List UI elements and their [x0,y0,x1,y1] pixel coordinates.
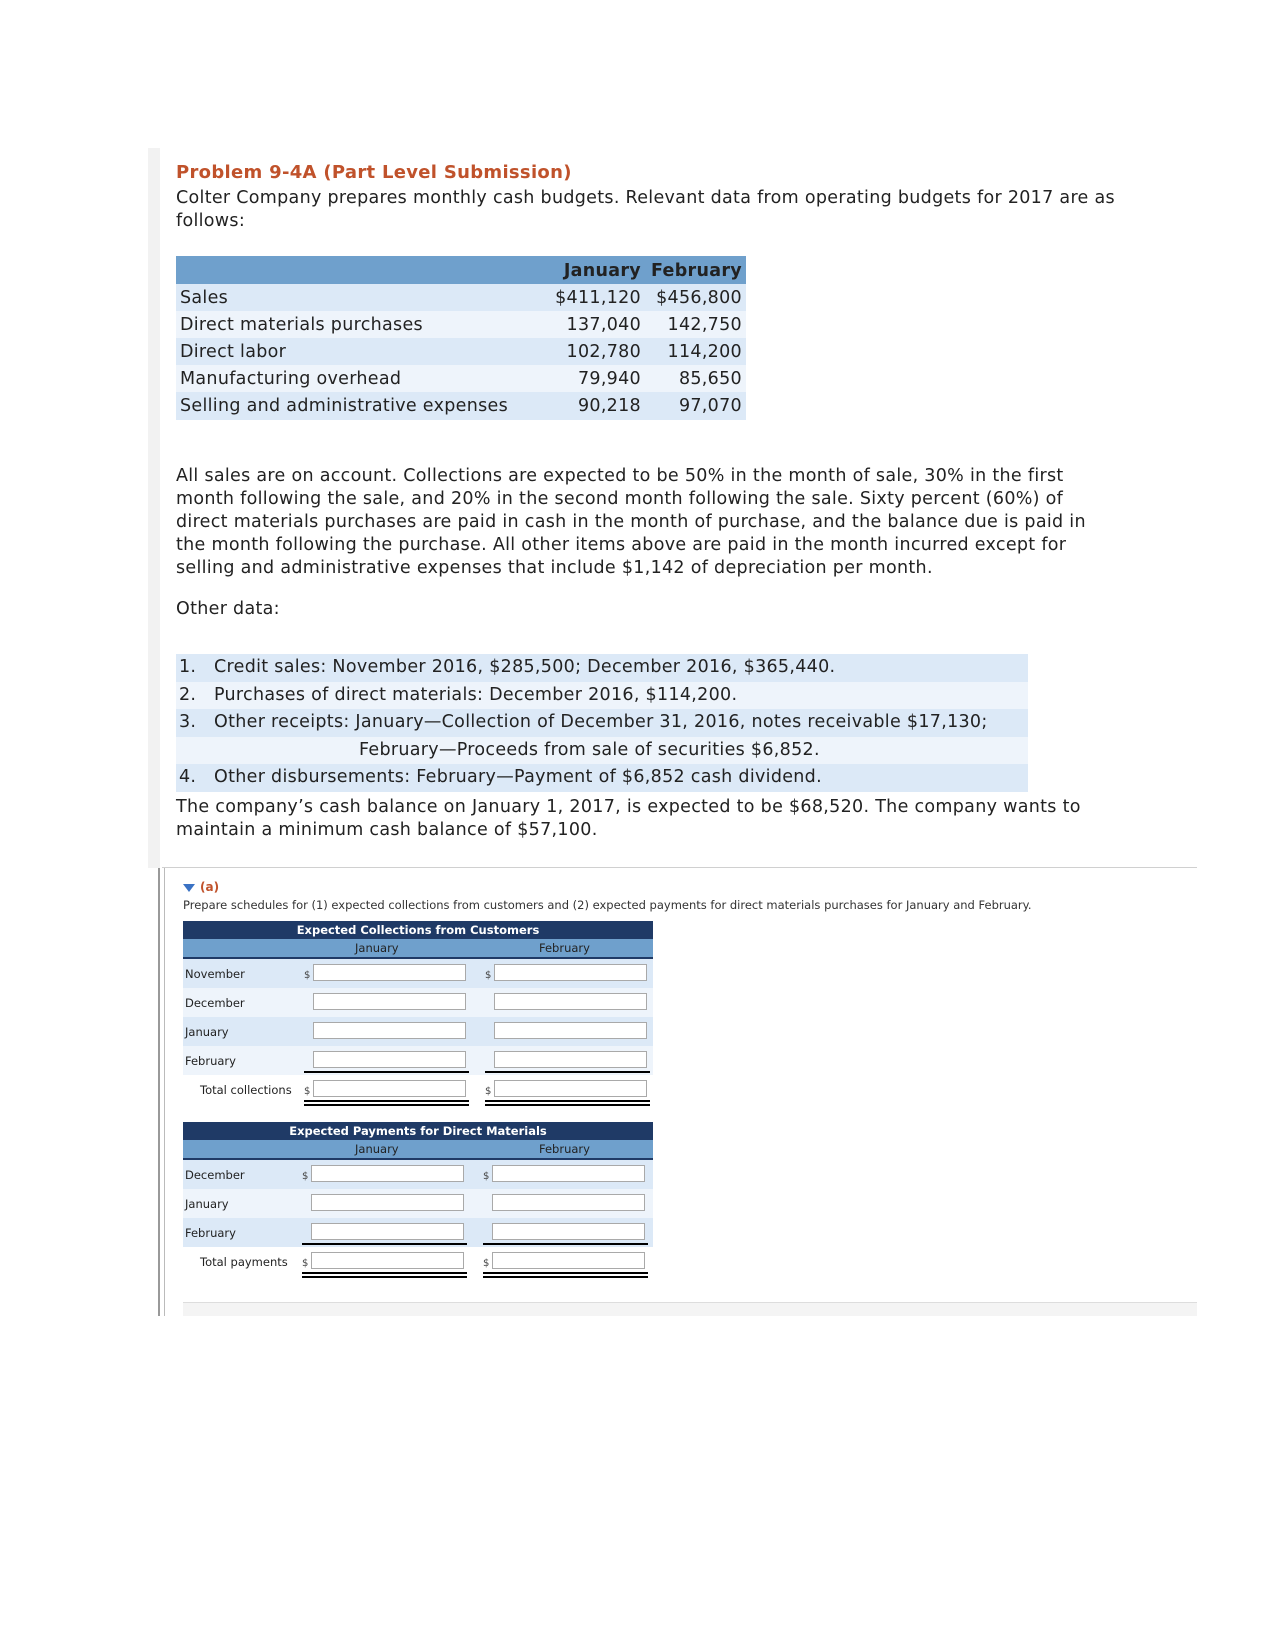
total-payments-feb-input[interactable] [492,1252,645,1269]
collections-january-feb-input[interactable] [494,1022,647,1039]
row-label: November [185,967,245,981]
total-double-underline [483,1272,648,1278]
total-payments-jan-input[interactable] [311,1252,464,1269]
list-item-number: 4. [179,767,197,787]
collections-november-feb-input[interactable] [494,964,647,981]
col-january: January [536,256,645,284]
list-item [176,709,1028,737]
collections-schedule [183,921,653,1104]
table-row [183,1017,653,1046]
cell-jan: 102,780 [536,338,645,365]
part-a-instruction: Prepare schedules for (1) expected collections from customers and (2) expected payments for direct materials purchases for January and February. [183,898,1032,912]
list-item-text: Purchases of direct materials: December 2016, $114,200. [214,684,738,705]
row-label: Sales [176,284,536,311]
list-item-text: Credit sales: November 2016, $285,500; December 2016, $365,440. [214,657,836,677]
subtotal-underline [302,1243,467,1245]
table-row [176,338,746,365]
row-label: January [185,1197,229,1211]
collections-february-jan-input[interactable] [313,1051,466,1068]
table-row [176,392,746,420]
total-double-underline [302,1272,467,1278]
total-double-underline [304,1100,469,1106]
bottom-scroll-bar [183,1302,1197,1316]
problem-intro: Colter Company prepares monthly cash budgets. Relevant data from operating budgets for 2017 are as follows: [176,188,1115,231]
table-row [183,959,653,988]
list-item-text: Other disbursements: February—Payment of $6,852 cash dividend. [214,767,822,787]
row-label: Direct labor [176,338,536,365]
collections-policy-paragraph: All sales are on account. Collections are expected to be 50% in the month of sale, 30% in the first month following the sale, and 20% in the second month following the sale. Sixty percent (60%) of direct materials purchases are paid in cash in the month of purchase, and the balance due is paid in the month following the purchase. All other items above are paid in the month incurred except for selling and administrative expenses that include $1,142 of depreciation per month. [176,466,1086,578]
col-february: February [539,941,590,955]
payments-january-feb-input[interactable] [492,1194,645,1211]
currency-symbol: $ [485,970,492,981]
total-double-underline [485,1100,650,1106]
other-data-label: Other data: [176,599,280,619]
cell-feb: 85,650 [645,365,746,392]
problem-title: Problem 9-4A (Part Level Submission) [176,162,572,183]
payments-february-jan-input[interactable] [311,1223,464,1240]
total-collections-jan-input[interactable] [313,1080,466,1097]
table-row [183,1247,653,1276]
list-item [176,737,1028,765]
section-divider [162,867,1197,868]
total-label: Total payments [200,1255,288,1269]
other-data-list [176,654,1028,792]
col-january: January [355,1142,399,1156]
row-label: Selling and administrative expenses [176,392,536,420]
cell-feb: 97,070 [645,392,746,420]
table-row [183,1218,653,1247]
row-label: December [185,1168,245,1182]
table-row [183,1075,653,1104]
row-label: February [185,1226,236,1240]
row-label: December [185,996,245,1010]
subtotal-underline [485,1071,650,1073]
row-label: January [185,1025,229,1039]
payments-subheader [183,1140,653,1160]
cell-jan: $411,120 [536,284,645,311]
currency-symbol: $ [485,1086,492,1097]
left-margin-bar [148,148,160,868]
list-item [176,764,1028,792]
collections-december-jan-input[interactable] [313,993,466,1010]
row-label: Manufacturing overhead [176,365,536,392]
table-row [176,365,746,392]
table-row [183,1189,653,1218]
col-january: January [355,941,399,955]
total-collections-feb-input[interactable] [494,1080,647,1097]
row-label: Direct materials purchases [176,311,536,338]
list-item [176,682,1028,710]
problem-header [176,162,1116,233]
cash-balance-paragraph: The company’s cash balance on January 1, 2017, is expected to be $68,520. The company wants to maintain a minimum cash balance of $57,100. [176,797,1081,840]
col-february: February [645,256,746,284]
collections-november-jan-input[interactable] [313,964,466,981]
part-a-toggle[interactable] [183,880,219,894]
total-label: Total collections [200,1083,292,1097]
currency-symbol: $ [483,1171,490,1182]
list-item-text: Other receipts: January—Collection of December 31, 2016, notes receivable $17,130; [214,712,988,732]
currency-symbol: $ [483,1258,490,1269]
payments-february-feb-input[interactable] [492,1223,645,1240]
currency-symbol: $ [304,1086,311,1097]
collections-december-feb-input[interactable] [494,993,647,1010]
part-a-label: (a) [200,880,220,894]
collections-january-jan-input[interactable] [313,1022,466,1039]
list-item-number: 2. [179,684,197,705]
table-row [176,311,746,338]
list-item-number: 1. [179,657,197,677]
operating-budget-table [176,256,746,420]
left-scroll-rule [158,868,165,1316]
currency-symbol: $ [302,1171,309,1182]
cell-jan: 137,040 [536,311,645,338]
list-item-text: February—Proceeds from sale of securities $6,852. [359,739,820,760]
currency-symbol: $ [304,970,311,981]
payments-december-feb-input[interactable] [492,1165,645,1182]
collections-title: Expected Collections from Customers [183,921,653,939]
cell-feb: 142,750 [645,311,746,338]
list-item-number: 3. [179,712,197,732]
col-february: February [539,1142,590,1156]
payments-december-jan-input[interactable] [311,1165,464,1182]
subtotal-underline [304,1071,469,1073]
collections-subheader [183,939,653,959]
list-item [176,654,1028,682]
table-row [183,988,653,1017]
currency-symbol: $ [302,1258,309,1269]
cell-jan: 90,218 [536,392,645,420]
table-row [183,1046,653,1075]
cell-feb: $456,800 [645,284,746,311]
payments-schedule [183,1122,653,1276]
cell-feb: 114,200 [645,338,746,365]
cell-jan: 79,940 [536,365,645,392]
payments-january-jan-input[interactable] [311,1194,464,1211]
collections-february-feb-input[interactable] [494,1051,647,1068]
subtotal-underline [483,1243,648,1245]
table-row [183,1160,653,1189]
row-label: February [185,1054,236,1068]
payments-title: Expected Payments for Direct Materials [183,1122,653,1140]
table-header-blank [176,256,536,284]
table-row [176,284,746,311]
collapse-triangle-icon [183,884,195,892]
